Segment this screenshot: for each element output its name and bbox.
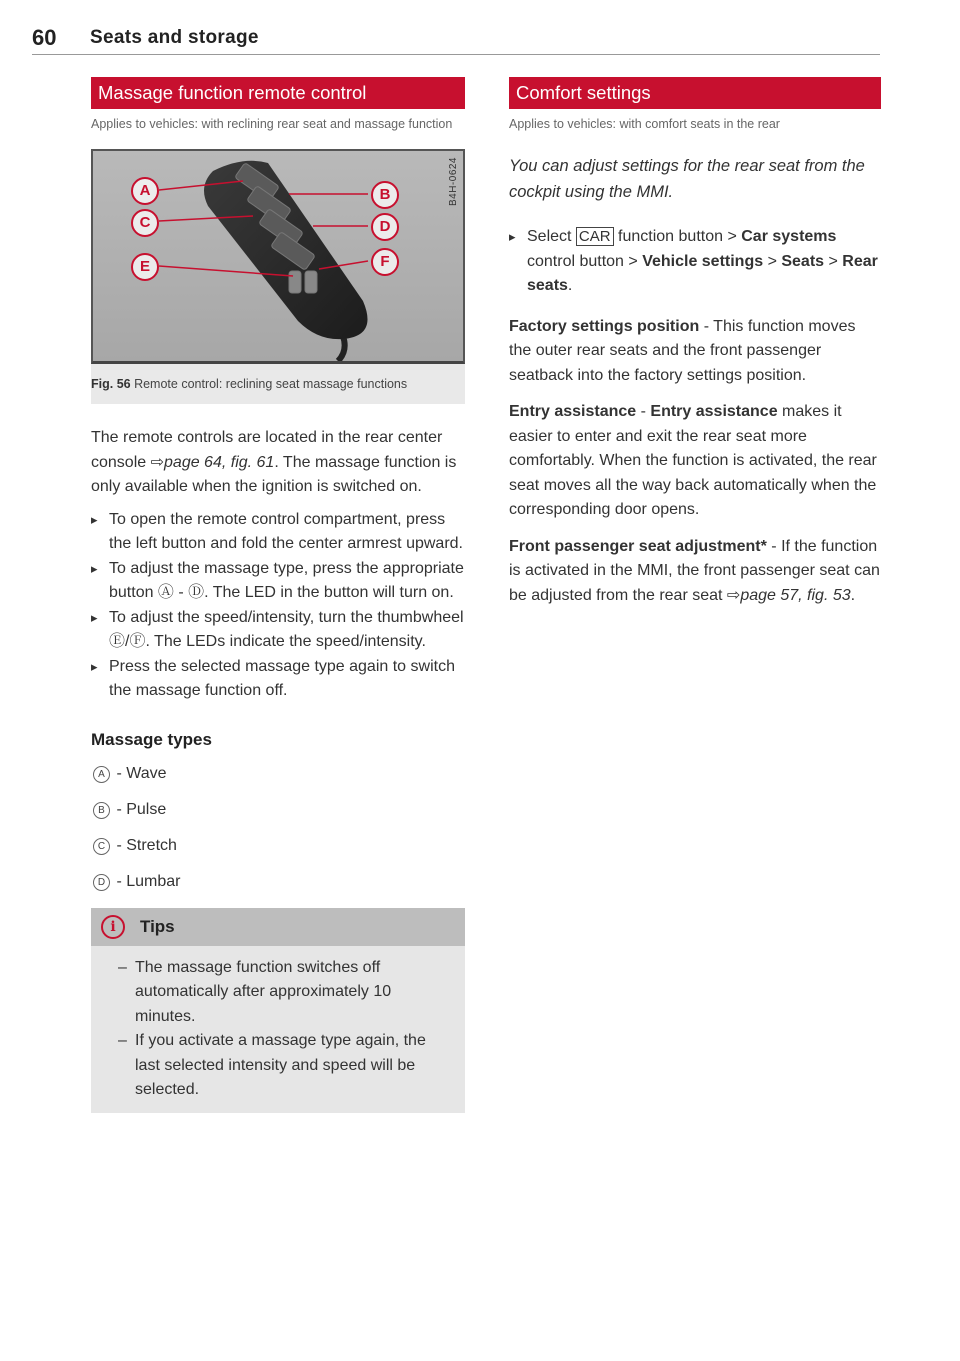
- step-item: ▸ Press the selected massage type again to switch the massage function off.: [91, 655, 465, 704]
- entry-assistance-label-2: Entry assistance: [650, 403, 778, 420]
- massage-type-lumbar: [91, 870, 465, 894]
- path-mid1: function button >: [613, 228, 742, 245]
- mmi-menu-path: ▸ Select CAR function button > Car systems control button > Vehicle settings > Seats > Rear seats.: [509, 228, 878, 294]
- front-passenger-label: Front passenger seat adjustment*: [509, 537, 767, 555]
- page-header: [32, 22, 880, 55]
- path-sep: >: [763, 252, 782, 270]
- key-badge: A: [93, 766, 110, 783]
- figure-code: B4H-0624: [448, 157, 459, 207]
- factory-settings-text: - This function moves the outer rear seats and the front passenger seatback into the factory settings position.: [509, 317, 856, 384]
- massage-types-heading: Massage types: [91, 729, 212, 749]
- massage-type-pulse: [91, 798, 465, 822]
- callout-c: C: [131, 209, 159, 237]
- remote-control-photo: [91, 149, 465, 364]
- intro-text-b: . The massage function is only available when the ignition is switched on.: [91, 453, 457, 495]
- entry-assistance-text: makes it easier to enter and exit the rear seat more comfortably. When the function is activated, the rear seat moves all the way back automatically when the corresponding door opens.: [509, 403, 877, 518]
- car-button-key: CAR: [576, 227, 614, 246]
- callout-d: D: [371, 213, 399, 241]
- path-sep: >: [824, 252, 843, 270]
- rear-seats-label: Rear seats: [527, 252, 878, 294]
- intro-text-a: The remote controls are located in the rear center console: [91, 429, 443, 471]
- tips-box: [91, 908, 465, 1113]
- callout-b: B: [371, 181, 399, 209]
- vehicle-settings-label: Vehicle settings: [642, 252, 764, 270]
- tips-title: Tips: [140, 916, 175, 936]
- path-pre: Select: [527, 228, 576, 245]
- massage-section-title: Massage function remote control: [91, 77, 465, 109]
- massage-steps: [91, 508, 465, 704]
- type-label: - Pulse: [112, 800, 167, 818]
- front-passenger-text: - If the function is activated in the MMI, the front passenger seat can be adjusted from the rear seat: [509, 537, 880, 604]
- comfort-section-title: Comfort settings: [509, 77, 881, 109]
- key-badge: B: [93, 802, 110, 819]
- figure-56: [91, 149, 465, 404]
- seats-label: Seats: [781, 252, 825, 270]
- path-end: .: [567, 277, 573, 294]
- tips-header: [91, 908, 465, 946]
- step-item: ▸ To open the remote control compartment, press the left button and fold the center armrest upward.: [91, 508, 465, 557]
- front-passenger-end: .: [850, 586, 856, 604]
- right-column: [509, 77, 881, 608]
- front-passenger-paragraph: [509, 535, 881, 609]
- type-label: - Lumbar: [112, 872, 181, 890]
- entry-sep: -: [636, 403, 651, 420]
- callout-e: E: [131, 253, 159, 281]
- figure-caption-text: Remote control: reclining seat massage functions: [134, 377, 408, 391]
- entry-assistance-label: Entry assistance: [509, 403, 637, 420]
- comfort-applies-note: Applies to vehicles: with comfort seats in the rear: [509, 117, 780, 131]
- key-badge: C: [93, 838, 110, 855]
- figure-caption-label: Fig. 56: [91, 377, 131, 391]
- page-number: 60: [32, 25, 57, 50]
- info-icon: i: [101, 915, 125, 939]
- page-reference-link[interactable]: ⇨page 57, fig. 53: [726, 586, 851, 604]
- section-title: Seats and storage: [90, 27, 259, 48]
- key-badge: D: [93, 874, 110, 891]
- figure-caption: [91, 364, 465, 404]
- page-reference-link[interactable]: ⇨page 64, fig. 61: [150, 453, 275, 471]
- callout-a: A: [131, 177, 159, 205]
- entry-assistance-paragraph: [509, 400, 881, 523]
- step-item: ▸ To adjust the massage type, press the appropriate button Ⓐ - Ⓓ. The LED in the button will turn on.: [91, 557, 465, 606]
- tip-item: – If you activate a massage type again, the last selected intensity and speed will be selected.: [118, 1029, 451, 1103]
- step-item: ▸ To adjust the speed/intensity, turn the thumbwheel Ⓔ/Ⓕ. The LEDs indicate the speed/intensity.: [91, 606, 465, 655]
- massage-type-wave: [91, 762, 465, 786]
- comfort-intro: You can adjust settings for the rear seat from the cockpit using the MMI.: [509, 157, 865, 201]
- tips-body: [91, 946, 465, 1113]
- tip-item: – The massage function switches off automatically after approximately 10 minutes.: [118, 956, 451, 1030]
- car-systems-label: Car systems: [741, 228, 837, 245]
- path-mid2: control button >: [527, 252, 643, 270]
- massage-type-stretch: [91, 834, 465, 858]
- factory-settings-paragraph: [509, 315, 881, 389]
- left-column: [91, 77, 465, 1113]
- callout-f: F: [371, 248, 399, 276]
- type-label: - Stretch: [112, 836, 177, 854]
- massage-intro: [91, 426, 465, 500]
- massage-applies-note: Applies to vehicles: with reclining rear seat and massage function: [91, 117, 453, 131]
- factory-settings-label: Factory settings position: [509, 317, 700, 335]
- type-label: - Wave: [112, 764, 167, 782]
